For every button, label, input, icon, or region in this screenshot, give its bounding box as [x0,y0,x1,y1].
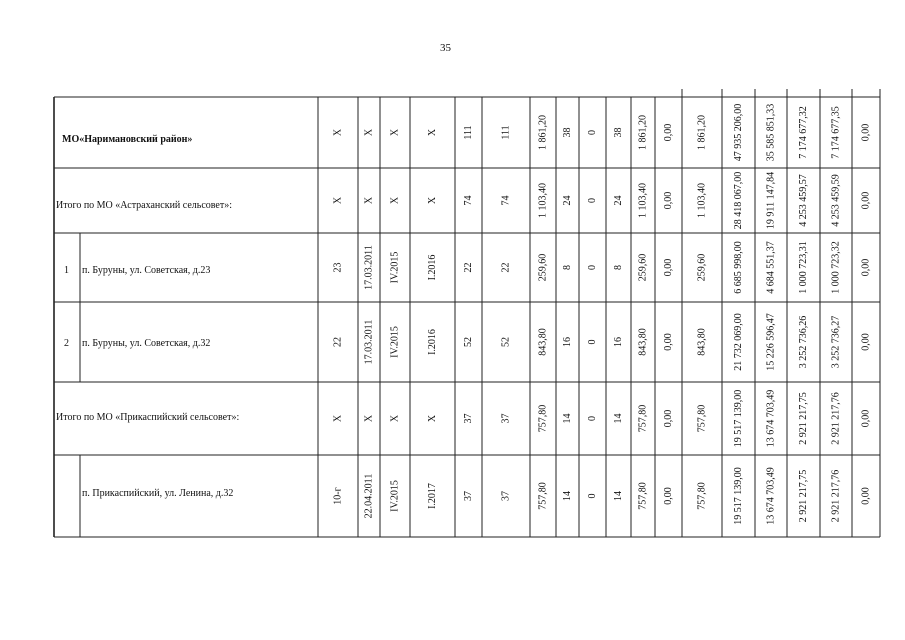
cell-r4-c1: X [363,414,375,423]
cell-r1-c4: 74 [463,195,474,206]
cell-r1-c9: 24 [613,195,624,206]
cell-r4-c6: 757,80 [537,404,549,433]
cell-r3-c15: 3 252 736,26 [798,315,809,369]
cell-r5-c13: 19 517 139,00 [733,467,744,525]
cell-r0-c7: 38 [562,127,573,138]
cell-r0-c13: 47 935 206,00 [733,103,744,162]
cell-r5-c15: 2 921 217,75 [798,469,809,523]
cell-r2-c7: 8 [562,265,573,270]
cell-r0-c3: X [427,128,438,137]
cell-r2-c6: 259,60 [537,253,549,282]
cell-r5-c4: 37 [463,491,474,501]
cell-r2-c11: 0,00 [663,258,674,277]
page-number: 35 [440,42,451,54]
cell-r0-c12: 1 861,20 [696,115,708,150]
cell-r3-c16: 3 252 736,27 [830,315,842,369]
row-label-4: Итого по МО «Прикаспийский сельсовет»: [56,412,240,423]
cell-r0-c11: 0,00 [663,123,674,142]
cell-r4-c4: 37 [463,413,474,424]
cell-r2-c14: 4 684 551,37 [765,241,777,294]
cell-r0-c2: X [389,128,401,137]
cell-r5-c10: 757,80 [637,482,649,510]
cell-r1-c7: 24 [562,195,573,206]
cell-r3-c8: 0 [587,339,598,345]
cell-r3-c3: I.2016 [427,329,438,355]
cell-r5-c9: 14 [613,491,624,501]
cell-r4-c0: X [332,414,344,423]
cell-r5-c6: 757,80 [537,482,549,510]
cell-r5-c5: 37 [500,491,512,501]
cell-r1-c15: 4 253 459,57 [798,174,809,227]
cell-r3-c17: 0,00 [860,333,872,351]
row-label-1: Итого по МО «Астраханский сельсовет»: [56,200,233,211]
cell-r5-c12: 757,80 [696,482,708,510]
cell-r0-c17: 0,00 [860,123,872,142]
cell-r1-c5: 74 [500,195,512,206]
cell-r4-c5: 37 [500,413,512,424]
row-num-2: 1 [64,265,69,276]
cell-r1-c8: 0 [587,198,598,203]
cell-r4-c9: 14 [613,413,624,424]
cell-r2-c8: 0 [587,265,598,270]
cell-r2-c16: 1 000 723,32 [830,241,842,294]
cell-r1-c17: 0,00 [860,191,872,210]
row-label-5: п. Прикаспийский, ул. Ленина, д.32 [82,488,234,499]
cell-r2-c13: 6 685 998,00 [733,241,744,294]
cell-r4-c7: 14 [562,413,573,424]
cell-r2-c2: IV.2015 [389,251,401,284]
cell-r3-c11: 0,00 [663,333,674,351]
cell-r3-c2: IV.2015 [389,326,401,358]
cell-r5-c17: 0,00 [860,487,872,505]
cell-r0-c4: 111 [463,125,474,140]
table-grid [54,89,880,537]
cell-r1-c16: 4 253 459,59 [830,174,842,227]
cell-r3-c12: 843,80 [696,328,708,356]
cell-r2-c5: 22 [500,262,512,273]
cell-r0-c10: 1 861,20 [637,115,649,150]
row-label-2: п. Буруны, ул. Советская, д.23 [82,265,211,276]
cell-r1-c0: X [332,196,344,205]
cell-r5-c0: 10-г [332,487,344,505]
cell-r3-c10: 843,80 [637,328,649,356]
cell-r0-c6: 1 861,20 [537,115,549,150]
cell-r2-c4: 22 [463,262,474,273]
cell-r3-c4: 52 [463,337,474,347]
cell-r2-c1: 17.03.2011 [363,245,375,290]
cell-r1-c10: 1 103,40 [637,183,649,218]
cell-r2-c15: 1 000 723,31 [798,241,809,294]
cell-r0-c9: 38 [613,127,624,138]
cell-r0-c16: 7 174 677,35 [830,106,842,159]
cell-r3-c9: 16 [613,337,624,347]
cell-r3-c1: 17.03.2011 [363,319,375,365]
cell-r4-c13: 19 517 139,00 [733,389,744,448]
cell-r4-c15: 2 921 217,75 [798,392,809,445]
cell-r1-c2: X [389,196,401,205]
cell-r0-c14: 35 585 851,33 [765,103,777,162]
cell-r3-c7: 16 [562,337,573,347]
cell-r2-c10: 259,60 [637,253,649,282]
cell-r1-c12: 1 103,40 [696,183,708,218]
cell-r1-c13: 28 418 067,00 [733,171,744,230]
cell-r4-c11: 0,00 [663,409,674,428]
cell-r3-c14: 15 226 596,47 [765,313,777,371]
cell-r4-c8: 0 [587,416,598,421]
cell-r5-c7: 14 [562,491,573,501]
row-label-3: п. Буруны, ул. Советская, д.32 [82,338,211,349]
cell-r3-c13: 21 732 069,00 [733,313,744,371]
cell-r2-c12: 259,60 [696,253,708,282]
table-cells [333,104,872,525]
cell-r1-c6: 1 103,40 [537,183,549,218]
cell-r5-c1: 22.04.2011 [363,473,375,519]
cell-r1-c14: 19 911 147,84 [765,171,777,230]
cell-r3-c5: 52 [500,337,512,347]
cell-r0-c0: X [332,128,344,137]
cell-r4-c3: X [427,414,438,423]
cell-r1-c3: X [427,196,438,205]
cell-r5-c16: 2 921 217,76 [830,469,842,523]
cell-r4-c17: 0,00 [860,409,872,428]
row-num-3: 2 [64,338,69,349]
cell-r5-c14: 13 674 703,49 [765,467,777,525]
cell-r1-c1: X [363,196,375,205]
row-label-0: МО«Наримановский район» [62,134,193,145]
cell-r4-c10: 757,80 [637,404,649,433]
cell-r2-c0: 23 [332,262,344,273]
cell-r3-c0: 22 [332,337,344,347]
cell-r4-c16: 2 921 217,76 [830,392,842,445]
cell-r5-c2: IV.2015 [389,480,401,512]
cell-r2-c9: 8 [613,265,624,270]
cell-r5-c11: 0,00 [663,487,674,505]
cell-r5-c8: 0 [587,493,598,499]
cell-r2-c3: I.2016 [427,254,438,281]
cell-r0-c15: 7 174 677,32 [798,106,809,159]
cell-r3-c6: 843,80 [537,328,549,356]
cell-r0-c5: 111 [500,125,512,140]
cell-r1-c11: 0,00 [663,191,674,210]
cell-r4-c2: X [389,414,401,423]
cell-r4-c12: 757,80 [696,404,708,433]
cell-r2-c17: 0,00 [860,258,872,277]
cell-r0-c1: X [363,128,375,137]
cell-r4-c14: 13 674 703,49 [765,389,777,448]
cell-r0-c8: 0 [587,130,598,135]
cell-r5-c3: I.2017 [427,483,438,509]
